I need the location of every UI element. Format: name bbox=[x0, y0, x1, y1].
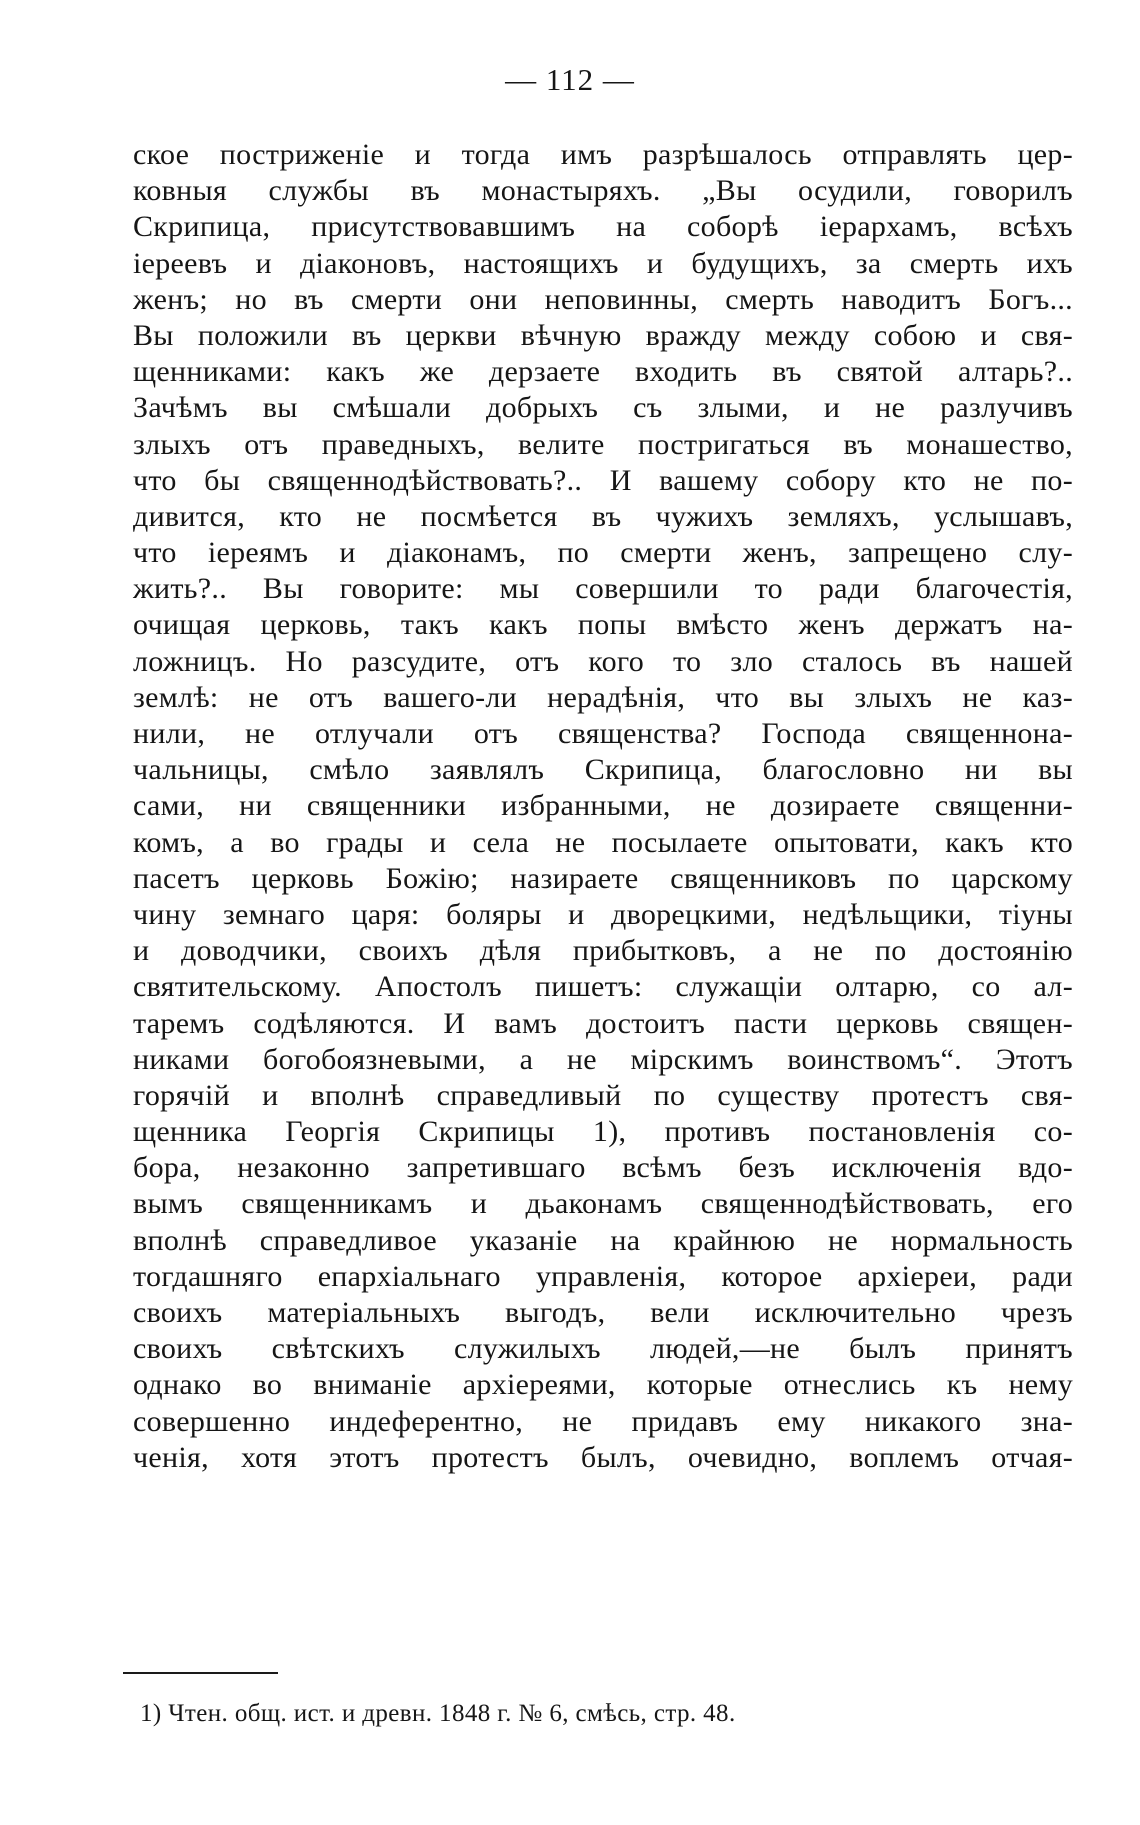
text-line: ложницъ. Но разсудите, отъ кого то зло сталось въ нашей bbox=[133, 644, 1073, 678]
text-line: дивится, кто не посмѣется въ чужихъ земляхъ, услышавъ, bbox=[133, 499, 1073, 533]
text-line: никами богобоязневыми, а не мірскимъ воинствомъ“. Этотъ bbox=[133, 1042, 1073, 1076]
page-number: — 112 — bbox=[505, 62, 635, 97]
text-line: святительскому. Апостолъ пишетъ: служащіи олтарю, со ал- bbox=[133, 970, 1073, 1004]
text-line: жить?.. Вы говорите: мы совершили то ради благочестія, bbox=[133, 572, 1073, 606]
text-line: сами, ни священники избранными, не дозираете священни- bbox=[133, 789, 1073, 823]
text-line: щенника Георгія Скрипицы 1), противъ постановленія со- bbox=[133, 1115, 1073, 1149]
text-line: чину земнаго царя: боляры и дворецкими, недѣльщики, тіуны bbox=[133, 897, 1073, 931]
text-line: очищая церковь, такъ какъ попы вмѣсто женъ держатъ на- bbox=[133, 608, 1073, 642]
footnote: 1) Чтен. общ. ист. и древн. 1848 г. № 6, смѣсь, стр. 48. bbox=[140, 1700, 736, 1727]
text-line: совершенно индеферентно, не придавъ ему никакого зна- bbox=[133, 1404, 1073, 1438]
text-line: таремъ содѣляются. И вамъ достоитъ пасти церковь священ- bbox=[133, 1006, 1073, 1040]
text-line: ченія, хотя этотъ протестъ былъ, очевидно, воплемъ отчая- bbox=[133, 1440, 1073, 1474]
text-line: вымъ священникамъ и дьаконамъ священнодѣйствовать, его bbox=[133, 1187, 1073, 1221]
text-line: ское постриженіе и тогда имъ разрѣшалось отправлять цер- bbox=[133, 138, 1073, 171]
text-line: Зачѣмъ вы смѣшали добрыхъ съ злыми, и не разлучивъ bbox=[133, 391, 1073, 425]
body-text bbox=[133, 137, 1073, 1476]
text-line: своихъ матеріальныхъ выгодъ, вели исключительно чрезъ bbox=[133, 1296, 1073, 1329]
text-line: вполнѣ справедливое указаніе на крайнюю не нормальность bbox=[133, 1223, 1073, 1257]
text-line: чальницы, смѣло заявлялъ Скрипица, благословно ни вы bbox=[133, 753, 1073, 787]
text-line: нили, не отлучали отъ священства? Господа священнона- bbox=[133, 717, 1073, 750]
text-line: щенниками: какъ же дерзаете входить въ святой алтарь?.. bbox=[133, 355, 1073, 389]
text-line: что іереямъ и діаконамъ, по смерти женъ, запрещено слу- bbox=[133, 536, 1073, 570]
text-line: пасетъ церковь Божію; назираете священниковъ по царскому bbox=[133, 861, 1073, 895]
text-line: землѣ: не отъ вашего-ли нерадѣнія, что вы злыхъ не каз- bbox=[133, 680, 1073, 714]
text-line: своихъ свѣтскихъ служилыхъ людей,—не былъ принятъ bbox=[133, 1332, 1073, 1366]
text-line: злыхъ отъ праведныхъ, велите постригаться въ монашество, bbox=[133, 427, 1073, 461]
text-line: однако во вниманіе архіереями, которые отнеслись къ нему bbox=[133, 1368, 1073, 1402]
text-line: іереевъ и діаконовъ, настоящихъ и будущихъ, за смерть ихъ bbox=[133, 246, 1073, 280]
text-line: и доводчики, своихъ дѣля прибытковъ, а не по достоянію bbox=[133, 934, 1073, 968]
text-line: женъ; но въ смерти они неповинны, смерть наводитъ Богъ... bbox=[133, 282, 1073, 316]
text-line: горячій и вполнѣ справедливый по существу протестъ свя- bbox=[133, 1078, 1073, 1112]
text-line: ковныя службы въ монастыряхъ. „Вы осудили, говорилъ bbox=[133, 174, 1073, 208]
text-line: тогдашняго епархіальнаго управленія, которое архіереи, ради bbox=[133, 1259, 1073, 1293]
text-line: что бы священнодѣйствовать?.. И вашему собору кто не по- bbox=[133, 463, 1073, 497]
footnote-separator bbox=[123, 1672, 278, 1674]
text-line: Скрипица, присутствовавшимъ на соборѣ іерархамъ, всѣхъ bbox=[133, 210, 1073, 244]
text-line: бора, незаконно запретившаго всѣмъ безъ исключенія вдо- bbox=[133, 1151, 1073, 1185]
text-line: комъ, а во грады и села не посылаете опытовати, какъ кто bbox=[133, 825, 1073, 859]
text-line: Вы положили въ церкви вѣчную вражду между собою и свя- bbox=[133, 318, 1073, 352]
